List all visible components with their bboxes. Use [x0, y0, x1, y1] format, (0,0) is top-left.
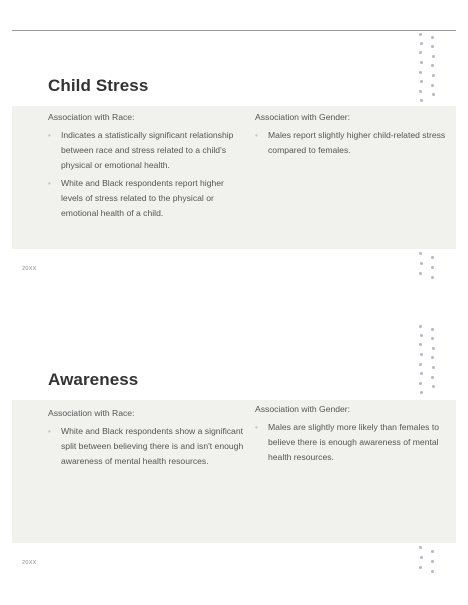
bullet-icon: • [48, 131, 51, 140]
race-column [48, 112, 244, 224]
list-item: • White and Black respondents report higher levels of stress related to the physical or emotional health of a child. [48, 178, 224, 218]
bullet-icon: • [48, 427, 51, 436]
list-item: • Indicates a statistically significant relationship between race and stress related to a child's physical or emotional health. [48, 130, 234, 170]
decorative-dots-bottom [417, 546, 437, 574]
column-heading: Association with Gender: [255, 404, 351, 414]
slide-child-stress [12, 0, 456, 300]
column-heading: Association with Race: [48, 112, 135, 122]
bullet-icon: • [48, 179, 51, 188]
content-band [12, 400, 456, 543]
bullet-icon: • [255, 423, 258, 432]
decorative-dots-bottom [417, 252, 437, 280]
content-band [12, 106, 456, 249]
bullet-list [255, 420, 447, 465]
race-column [48, 408, 244, 472]
decorative-dots-top [417, 325, 437, 397]
slide-title: Awareness [48, 370, 139, 389]
footer-year: 20XX [22, 560, 37, 566]
list-item: • Males report slightly higher child-related stress compared to females. [255, 130, 446, 155]
list-item: • White and Black respondents show a significant split between believing there is and isn't enough awareness of mental health resources. [48, 426, 244, 466]
slide-awareness [12, 300, 456, 605]
column-heading: Association with Gender: [255, 112, 351, 122]
bullet-icon: • [255, 131, 258, 140]
bullet-list [48, 128, 244, 221]
decorative-dots-top [417, 33, 437, 105]
slide-title: Child Stress [48, 76, 149, 95]
list-item: • Males are slightly more likely than females to believe there is enough awareness of mental health resources. [255, 422, 439, 462]
footer-year: 20XX [22, 266, 37, 272]
bullet-list [48, 424, 244, 469]
bullet-list [255, 128, 447, 158]
gender-column [255, 404, 447, 468]
gender-column [255, 112, 447, 161]
column-heading: Association with Race: [48, 408, 135, 418]
